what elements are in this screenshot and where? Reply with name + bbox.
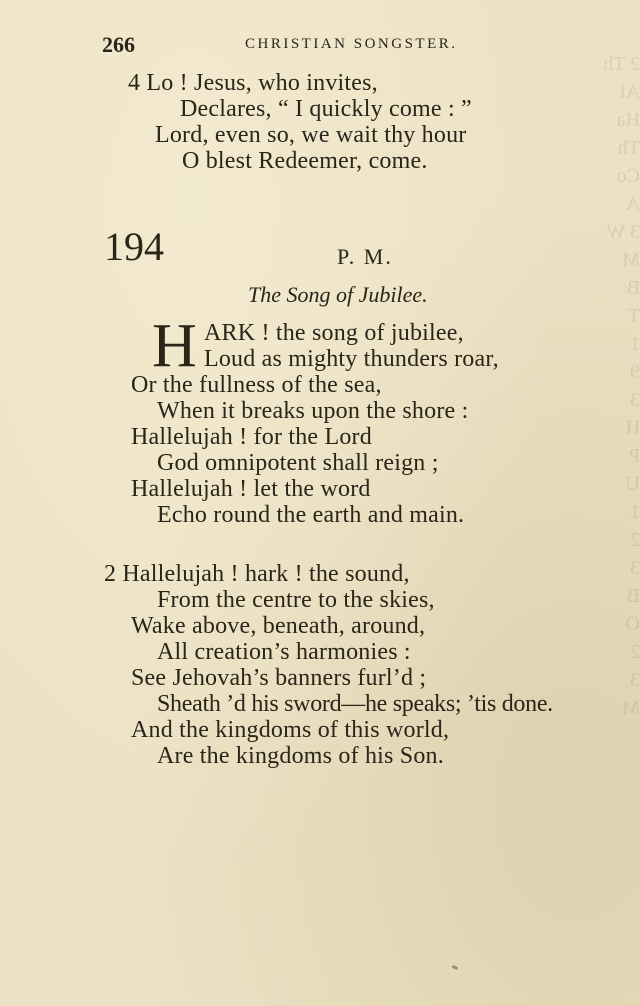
prev-verse4-line-1: 4 Lo ! Jesus, who invites, (128, 70, 378, 96)
prev-verse4-line-3: Lord, even so, we wait thy hour (155, 122, 467, 148)
verse2-line-6: Sheath ’d his sword—he speaks; ’tis done. (157, 691, 553, 717)
verse2-line-1: 2 Hallelujah ! hark ! the sound, (104, 561, 410, 587)
running-title: CHRISTIAN SONGSTER. (245, 36, 458, 52)
verse1-line-6: God omnipotent shall reign ; (157, 450, 439, 476)
verse2-line-4: All creation’s harmonies : (157, 639, 411, 665)
verse2-line-3: Wake above, beneath, around, (131, 613, 426, 639)
verse2-line-2: From the centre to the skies, (157, 587, 435, 613)
verse1-line-2: Loud as mighty thunders roar, (204, 346, 499, 372)
verse2-line-7: And the kingdoms of this world, (131, 717, 450, 743)
prev-verse4-line-4: O blest Redeemer, come. (182, 148, 428, 174)
hymn-meter: P. M. (337, 244, 393, 269)
paper-speck (452, 965, 459, 970)
verse1-line-5: Hallelujah ! for the Lord (131, 424, 372, 450)
verse1-line-8: Echo round the earth and main. (157, 502, 465, 528)
bleed-through-texture: 2 Th Ai Ha Th Co A 3 W M B T 1 9 3 H P U 1 2 3 B O 2 3 M (603, 53, 640, 719)
hymn-title: The Song of Jubilee. (248, 282, 428, 307)
page-number: 266 (102, 32, 135, 57)
verse2-line-5: See Jehovah’s banners furl’d ; (131, 665, 427, 691)
hymn-number: 194 (104, 224, 164, 269)
verse2-line-8: Are the kingdoms of his Son. (157, 743, 444, 769)
verse1-line-7: Hallelujah ! let the word (131, 476, 371, 502)
drop-cap: H (152, 312, 197, 380)
prev-verse4-line-2: Declares, “ I quickly come : ” (180, 96, 472, 122)
verse1-line-4: When it breaks upon the shore : (157, 398, 469, 424)
verse1-line-3: Or the fullness of the sea, (131, 372, 382, 398)
verse1-line-1: ARK ! the song of jubilee, (204, 320, 464, 346)
